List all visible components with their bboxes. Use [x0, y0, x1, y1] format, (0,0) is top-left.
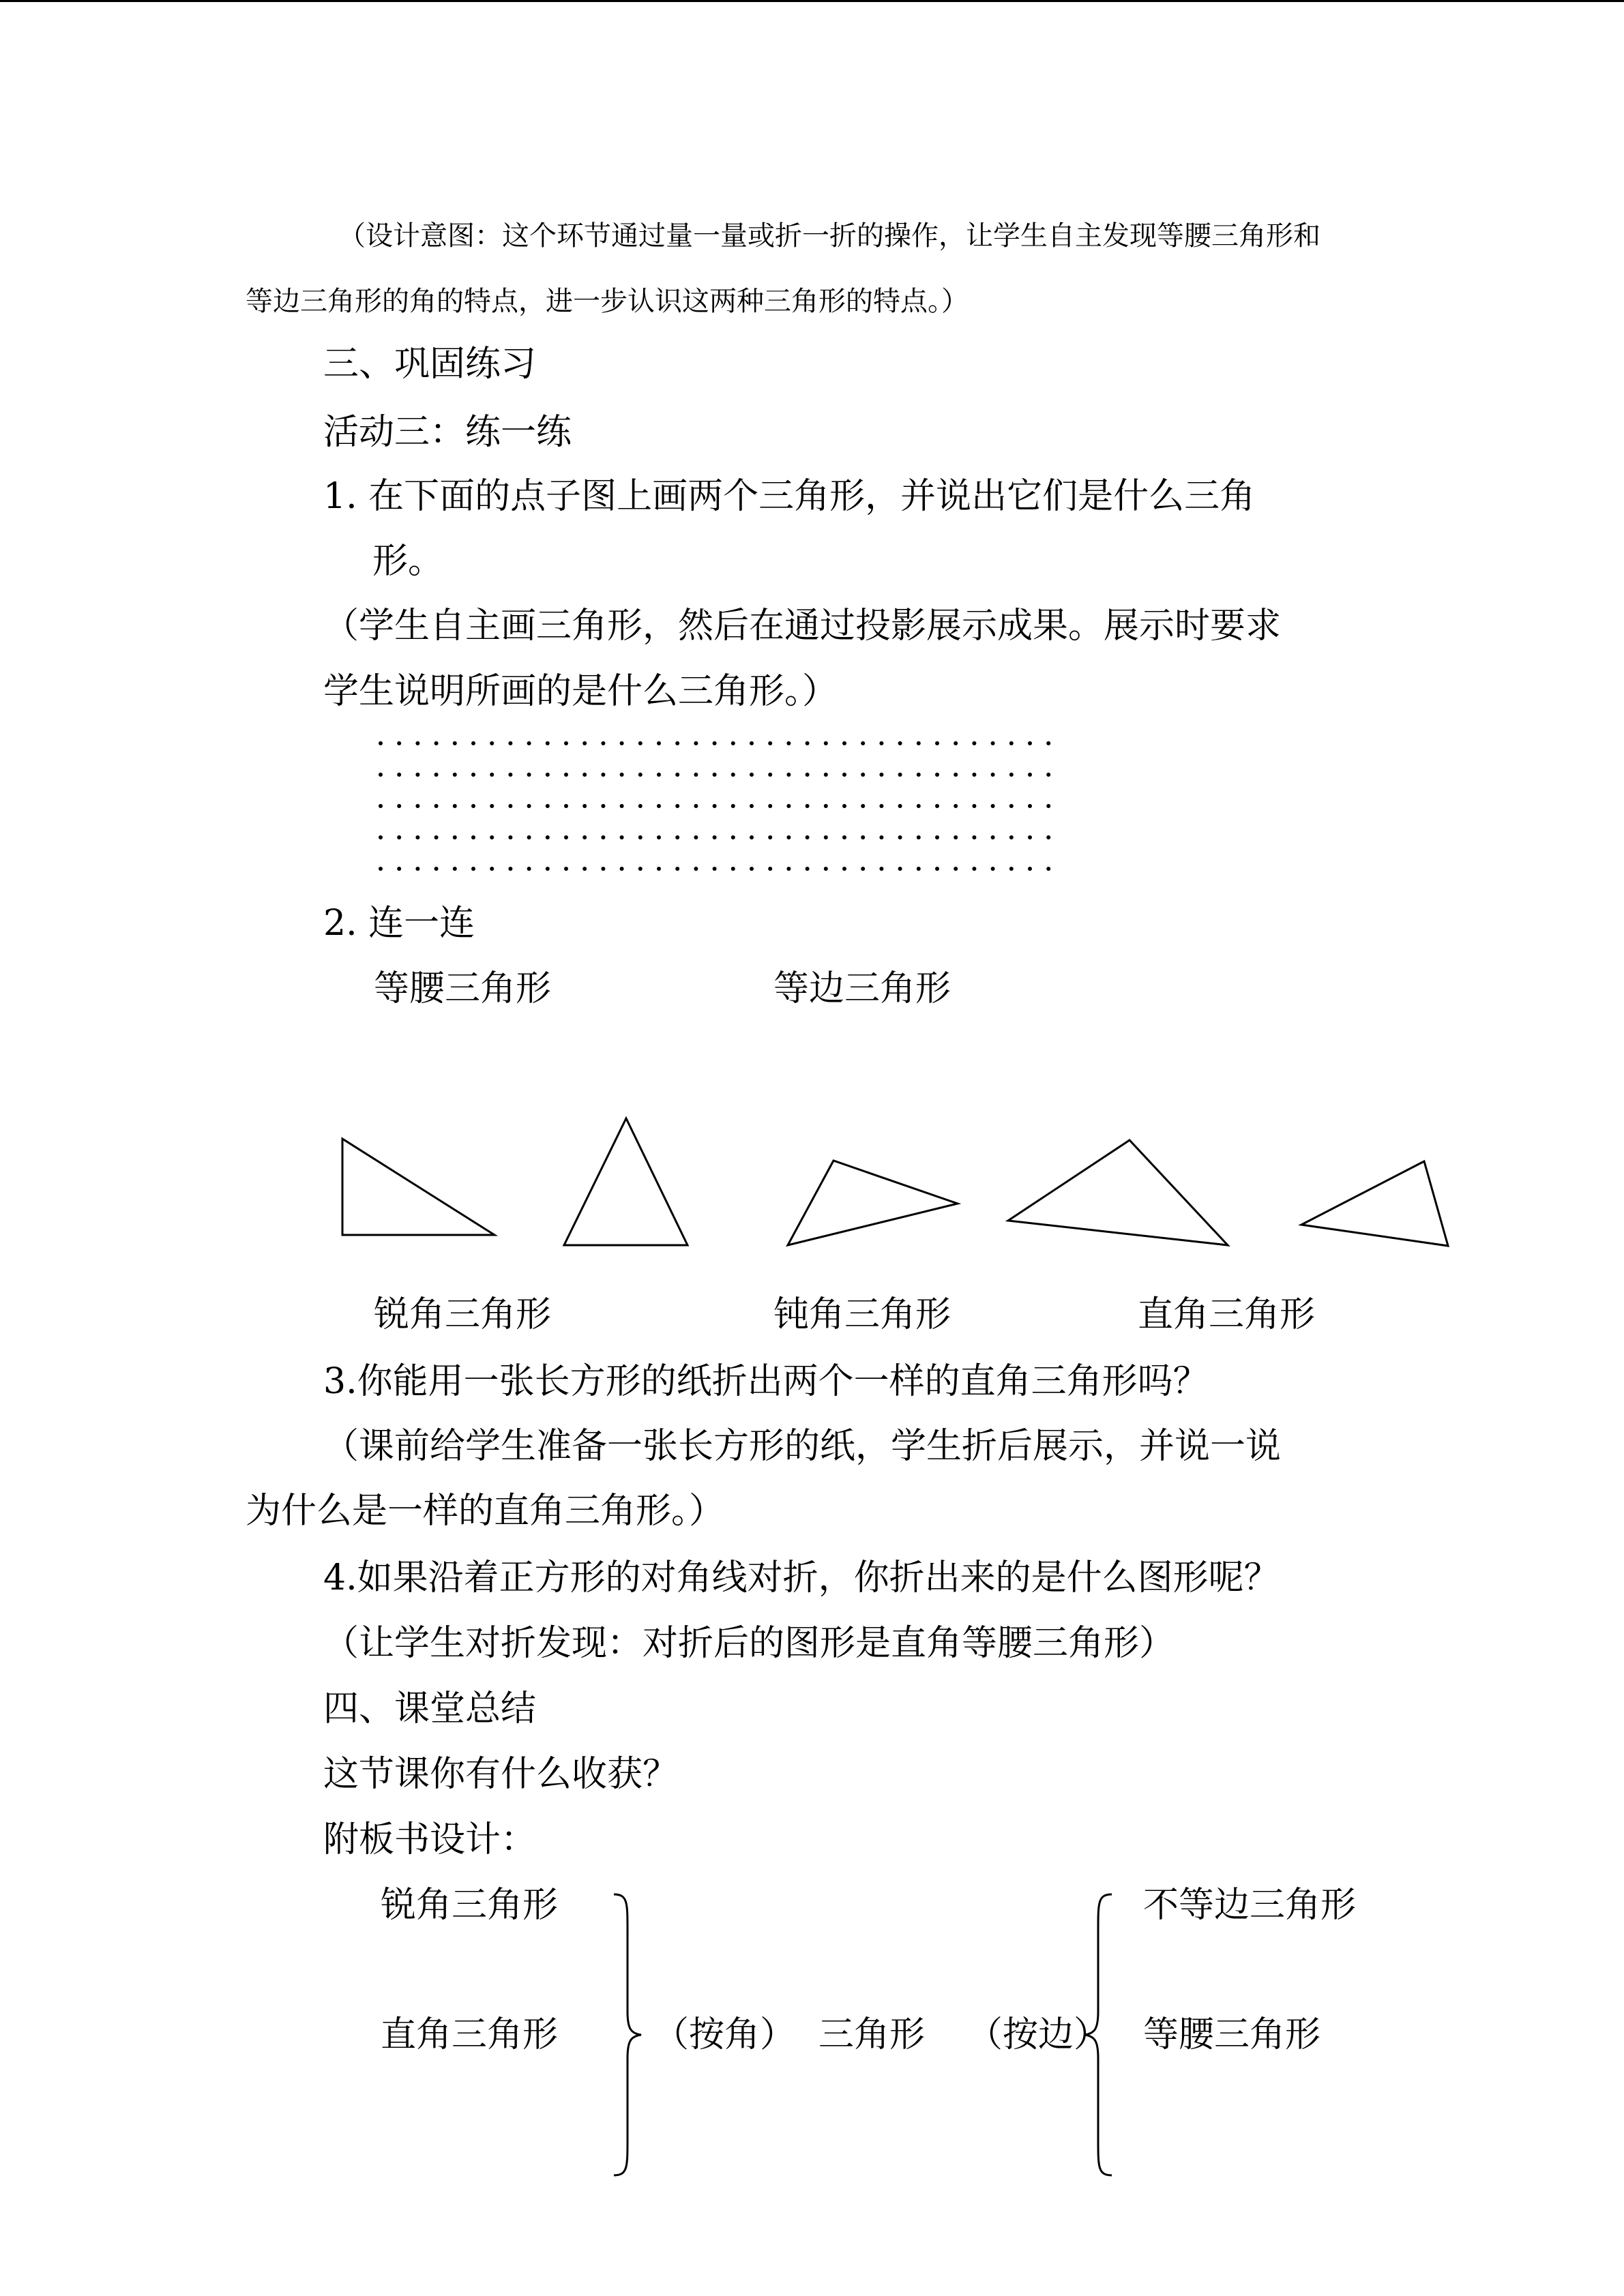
grid-dot [991, 773, 995, 777]
grid-dot [768, 804, 772, 808]
grid-dot [379, 867, 383, 871]
grid-dot [508, 804, 512, 808]
grid-dot [546, 804, 550, 808]
grid-dot [1046, 804, 1050, 808]
grid-dot [1009, 835, 1014, 839]
grid-dot [694, 804, 698, 808]
grid-dot [582, 773, 587, 777]
grid-dot [972, 741, 976, 745]
grid-dot [786, 773, 791, 777]
dot-grid [375, 738, 1057, 888]
activity3-title: 活动三：练一练 [323, 412, 572, 453]
grid-dot [824, 804, 828, 808]
board-right-item-scalene: 不等边三角形 [1143, 1885, 1357, 1926]
grid-dot [768, 741, 772, 745]
grid-dot [582, 867, 587, 871]
grid-dot [731, 804, 735, 808]
grid-dot [508, 773, 512, 777]
grid-dot [508, 835, 512, 839]
grid-dot [434, 741, 439, 745]
grid-dot [1009, 804, 1014, 808]
grid-dot [415, 867, 419, 871]
grid-dot [379, 741, 383, 745]
grid-dot [564, 835, 568, 839]
triangle-isosceles-acute [564, 1118, 688, 1245]
grid-dot [713, 741, 717, 745]
grid-dot [675, 867, 679, 871]
grid-dot [527, 741, 531, 745]
grid-dot [1046, 741, 1050, 745]
grid-dot [508, 867, 512, 871]
grid-dot [434, 773, 439, 777]
grid-dot [806, 867, 810, 871]
grid-dot [898, 835, 902, 839]
triangle-right-angled [342, 1139, 494, 1235]
grid-dot [620, 741, 624, 745]
board-center-triangle: 三角形 [818, 2014, 926, 2055]
grid-dot [824, 741, 828, 745]
grid-dot [731, 835, 735, 839]
grid-dot [750, 867, 754, 871]
question3-note-line2: 为什么是一样的直角三角形。） [246, 1491, 725, 1532]
grid-dot [657, 867, 661, 871]
grid-dot [675, 773, 679, 777]
board-design-title: 附板书设计： [323, 1819, 537, 1860]
grid-dot [731, 773, 735, 777]
grid-dot [564, 867, 568, 871]
grid-dot [842, 741, 846, 745]
grid-dot [786, 741, 791, 745]
right-curly-brace [600, 1889, 648, 2182]
grid-dot [564, 804, 568, 808]
grid-dot [527, 835, 531, 839]
grid-dot [675, 741, 679, 745]
grid-dot [601, 867, 605, 871]
grid-dot [861, 867, 865, 871]
question1-note-line2: 学生说明所画的是什么三角形。） [323, 671, 838, 712]
label-equilateral: 等边三角形 [773, 968, 951, 1009]
grid-dot [379, 804, 383, 808]
grid-dot [731, 741, 735, 745]
grid-dot [601, 835, 605, 839]
grid-dot [991, 835, 995, 839]
question3-text: 3.你能用一张长方形的纸折出两个一样的直角三角形吗？ [323, 1361, 1209, 1402]
grid-dot [954, 867, 958, 871]
grid-dot [898, 773, 902, 777]
grid-dot [471, 804, 475, 808]
grid-dot [879, 741, 883, 745]
grid-dot [806, 835, 810, 839]
grid-dot [1028, 773, 1032, 777]
grid-dot [582, 804, 587, 808]
grid-dot [638, 804, 643, 808]
grid-dot [379, 773, 383, 777]
label-obtuse: 钝角三角形 [773, 1294, 951, 1335]
grid-dot [750, 835, 754, 839]
board-by-angle: （按角） [653, 2014, 796, 2055]
grid-dot [898, 741, 902, 745]
grid-dot [879, 773, 883, 777]
grid-dot [842, 773, 846, 777]
grid-dot [972, 835, 976, 839]
grid-dot [471, 741, 475, 745]
grid-dot [954, 773, 958, 777]
triangle-scalene-right-small [1301, 1161, 1448, 1246]
grid-dot [620, 804, 624, 808]
triangle-scalene-obtuse-small [788, 1161, 958, 1245]
grid-dot [991, 804, 995, 808]
grid-dot [842, 804, 846, 808]
board-right-item-isosceles: 等腰三角形 [1143, 2014, 1321, 2055]
grid-dot [675, 804, 679, 808]
grid-dot [397, 741, 401, 745]
question1-note-line1: （学生自主画三角形，然后在通过投影展示成果。展示时要求 [323, 606, 1282, 646]
grid-dot [601, 741, 605, 745]
grid-dot [453, 773, 457, 777]
grid-dot [490, 804, 494, 808]
question1-line2: 形。 [372, 541, 444, 582]
grid-dot [750, 804, 754, 808]
grid-dot [750, 773, 754, 777]
grid-dot [917, 835, 921, 839]
design-intent-line2: 等边三角形的角的特点，进一步认识这两种三角形的特点。） [246, 286, 969, 317]
grid-dot [1009, 741, 1014, 745]
grid-dot [582, 835, 587, 839]
grid-dot [713, 867, 717, 871]
grid-dot [471, 835, 475, 839]
grid-dot [453, 741, 457, 745]
grid-dot [824, 867, 828, 871]
grid-dot [713, 773, 717, 777]
section4-title: 四、课堂总结 [323, 1688, 537, 1729]
grid-dot [768, 835, 772, 839]
grid-dot [1009, 867, 1014, 871]
label-isosceles: 等腰三角形 [374, 968, 552, 1009]
grid-dot [564, 741, 568, 745]
grid-dot [490, 835, 494, 839]
grid-dot [546, 835, 550, 839]
grid-dot [935, 804, 939, 808]
question4-text: 4.如果沿着正方形的对角线对折，你折出来的是什么图形呢？ [323, 1557, 1280, 1598]
grid-dot [527, 773, 531, 777]
grid-dot [768, 773, 772, 777]
grid-dot [582, 741, 587, 745]
grid-dot [657, 835, 661, 839]
grid-dot [397, 835, 401, 839]
grid-dot [786, 804, 791, 808]
grid-dot [972, 773, 976, 777]
grid-dot [434, 835, 439, 839]
grid-dot [806, 773, 810, 777]
grid-dot [713, 804, 717, 808]
grid-dot [954, 804, 958, 808]
grid-dot [601, 804, 605, 808]
grid-dot [1009, 773, 1014, 777]
grid-dot [917, 804, 921, 808]
grid-dot [471, 773, 475, 777]
grid-dot [397, 773, 401, 777]
question2-title: 2. 连一连 [323, 903, 475, 944]
grid-dot [694, 835, 698, 839]
grid-dot [490, 867, 494, 871]
grid-dot [415, 835, 419, 839]
grid-dot [879, 835, 883, 839]
grid-dot [935, 741, 939, 745]
grid-dot [620, 835, 624, 839]
grid-dot [694, 867, 698, 871]
grid-dot [991, 741, 995, 745]
grid-dot [657, 804, 661, 808]
board-left-item-acute: 锐角三角形 [381, 1885, 559, 1926]
triangles-row [0, 1091, 1624, 1268]
grid-dot [638, 773, 643, 777]
grid-dot [935, 773, 939, 777]
grid-dot [415, 804, 419, 808]
grid-dot [750, 741, 754, 745]
grid-dot [768, 867, 772, 871]
grid-dot [601, 773, 605, 777]
grid-dot [861, 741, 865, 745]
grid-dot [657, 741, 661, 745]
grid-dot [991, 867, 995, 871]
grid-dot [638, 741, 643, 745]
grid-dot [972, 804, 976, 808]
grid-dot [898, 867, 902, 871]
grid-dot [786, 835, 791, 839]
grid-dot [806, 741, 810, 745]
grid-dot [527, 804, 531, 808]
grid-dot [490, 741, 494, 745]
grid-dot [527, 867, 531, 871]
grid-dot [694, 741, 698, 745]
grid-dot [1046, 773, 1050, 777]
grid-dot [935, 867, 939, 871]
grid-dot [1028, 741, 1032, 745]
grid-dot [434, 804, 439, 808]
grid-dot [1046, 835, 1050, 839]
label-right: 直角三角形 [1138, 1294, 1316, 1335]
grid-dot [861, 773, 865, 777]
grid-dot [471, 867, 475, 871]
grid-dot [861, 804, 865, 808]
grid-dot [824, 835, 828, 839]
grid-dot [842, 835, 846, 839]
question4-note: （让学生对折发现：对折后的图形是直角等腰三角形） [323, 1623, 1175, 1664]
grid-dot [1028, 804, 1032, 808]
grid-dot [675, 835, 679, 839]
grid-dot [861, 835, 865, 839]
grid-dot [972, 867, 976, 871]
design-intent-line1: （设计意图：这个环节通过量一量或折一折的操作，让学生自主发现等腰三角形和 [338, 220, 1320, 252]
grid-dot [917, 773, 921, 777]
grid-dot [397, 867, 401, 871]
grid-dot [786, 867, 791, 871]
grid-dot [1028, 835, 1032, 839]
grid-dot [415, 773, 419, 777]
grid-dot [397, 804, 401, 808]
grid-dot [824, 773, 828, 777]
grid-dot [508, 741, 512, 745]
triangle-obtuse-wide [1008, 1140, 1228, 1245]
section3-title: 三、巩固练习 [323, 344, 537, 385]
grid-dot [713, 835, 717, 839]
grid-dot [546, 867, 550, 871]
grid-dot [434, 867, 439, 871]
grid-dot [898, 804, 902, 808]
grid-dot [546, 773, 550, 777]
grid-dot [842, 867, 846, 871]
grid-dot [453, 867, 457, 871]
grid-dot [917, 867, 921, 871]
grid-dot [453, 804, 457, 808]
grid-dot [490, 773, 494, 777]
grid-dot [620, 867, 624, 871]
grid-dot [806, 804, 810, 808]
grid-dot [638, 867, 643, 871]
grid-dot [546, 741, 550, 745]
grid-dot [879, 804, 883, 808]
label-acute: 锐角三角形 [374, 1294, 552, 1335]
grid-dot [879, 867, 883, 871]
grid-dot [415, 741, 419, 745]
board-left-item-right: 直角三角形 [381, 2014, 559, 2055]
grid-dot [731, 867, 735, 871]
question3-note-line1: （课前给学生准备一张长方形的纸，学生折后展示，并说一说 [323, 1426, 1282, 1467]
summary-question: 这节课你有什么收获？ [323, 1754, 679, 1795]
grid-dot [954, 835, 958, 839]
grid-dot [1046, 867, 1050, 871]
grid-dot [694, 773, 698, 777]
grid-dot [620, 773, 624, 777]
left-curly-brace [1078, 1889, 1125, 2182]
question1-line1: 1. 在下面的点子图上画两个三角形，并说出它们是什么三角 [323, 476, 1256, 517]
grid-dot [638, 835, 643, 839]
board-by-side: （按边） [967, 2014, 1110, 2055]
grid-dot [917, 741, 921, 745]
grid-dot [935, 835, 939, 839]
grid-dot [1028, 867, 1032, 871]
grid-dot [954, 741, 958, 745]
grid-dot [564, 773, 568, 777]
page-top-border [0, 0, 1624, 2]
grid-dot [379, 835, 383, 839]
grid-dot [657, 773, 661, 777]
grid-dot [453, 835, 457, 839]
